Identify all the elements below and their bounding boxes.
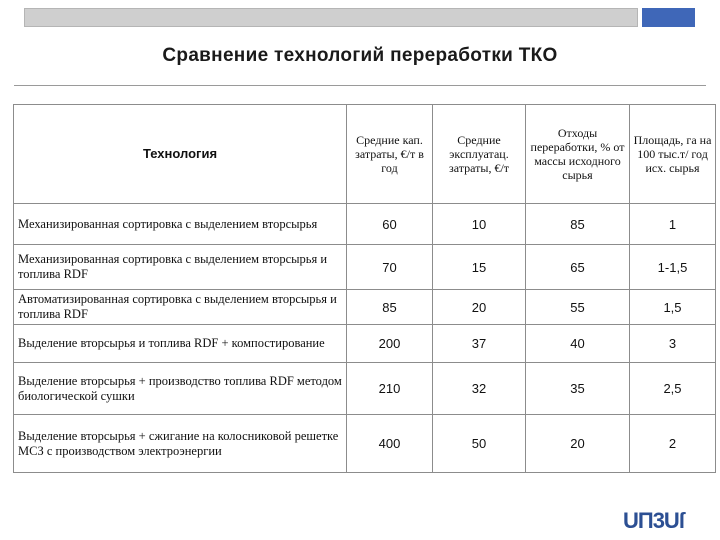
row-capex: 85 [347, 290, 433, 325]
header-accent-block [642, 8, 695, 27]
row-capex: 200 [347, 325, 433, 363]
comparison-table-container [13, 104, 716, 473]
row-capex: 70 [347, 245, 433, 290]
row-technology: Выделение вторсырья + сжигание на колосниковой решетке МСЗ с производством электроэнергии [14, 415, 347, 473]
row-technology: Выделение вторсырья и топлива RDF + компостирование [14, 325, 347, 363]
header-bar [24, 8, 638, 27]
row-area: 3 [630, 325, 716, 363]
row-area: 1 [630, 204, 716, 245]
comparison-table [13, 104, 716, 473]
row-technology: Механизированная сортировка с выделением вторсырья и топлива RDF [14, 245, 347, 290]
row-area: 1-1,5 [630, 245, 716, 290]
table-row [14, 325, 716, 363]
table-row [14, 290, 716, 325]
header-opex: Средние эксплуатац. затраты, €/т [433, 105, 526, 204]
row-waste: 55 [526, 290, 630, 325]
row-opex: 50 [433, 415, 526, 473]
table-header-row [14, 105, 716, 204]
table-row [14, 363, 716, 415]
header-capex: Средние кап. затраты, €/т в год [347, 105, 433, 204]
row-opex: 37 [433, 325, 526, 363]
row-technology: Автоматизированная сортировка с выделением вторсырья и топлива RDF [14, 290, 347, 325]
title-divider [14, 85, 706, 86]
header-waste: Отходы переработки, % от массы исходного сырья [526, 105, 630, 204]
slide-title: Сравнение технологий переработки ТКО [162, 45, 558, 66]
header-area: Площадь, га на 100 тыс.т/ год исх. сырья [630, 105, 716, 204]
row-area: 2 [630, 415, 716, 473]
table-row [14, 204, 716, 245]
row-opex: 15 [433, 245, 526, 290]
row-waste: 20 [526, 415, 630, 473]
row-capex: 400 [347, 415, 433, 473]
header-technology: Технология [14, 105, 347, 204]
row-waste: 85 [526, 204, 630, 245]
table-row [14, 415, 716, 473]
row-opex: 32 [433, 363, 526, 415]
table-row [14, 245, 716, 290]
row-technology: Механизированная сортировка с выделением вторсырья [14, 204, 347, 245]
row-area: 2,5 [630, 363, 716, 415]
company-logo: UП3Uſ [623, 508, 684, 533]
row-waste: 35 [526, 363, 630, 415]
row-opex: 20 [433, 290, 526, 325]
row-waste: 40 [526, 325, 630, 363]
row-opex: 10 [433, 204, 526, 245]
row-technology: Выделение вторсырья + производство топлива RDF методом биологической сушки [14, 363, 347, 415]
row-capex: 60 [347, 204, 433, 245]
row-area: 1,5 [630, 290, 716, 325]
row-waste: 65 [526, 245, 630, 290]
row-capex: 210 [347, 363, 433, 415]
